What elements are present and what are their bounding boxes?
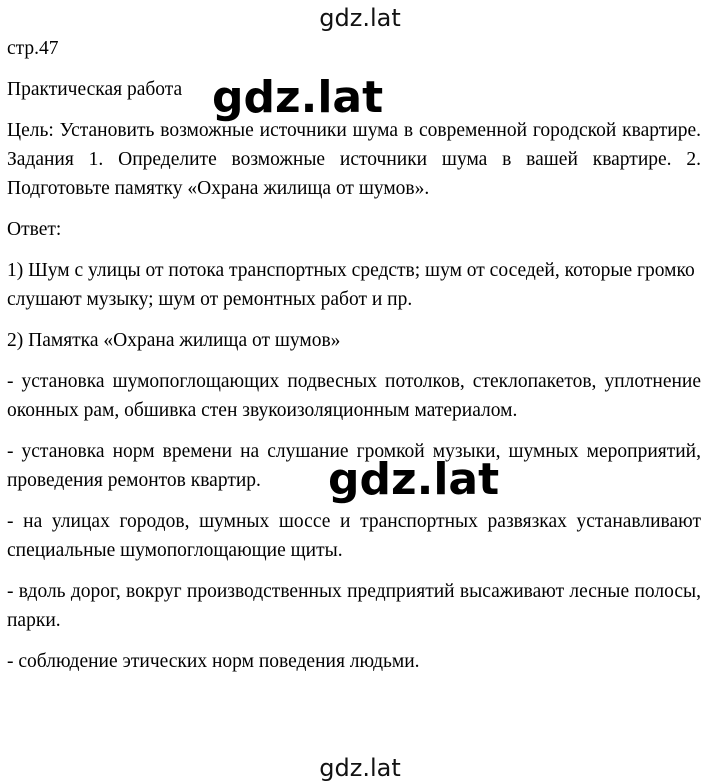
answer-part-2-heading: 2) Памятка «Охрана жилища от шумов» <box>7 330 341 351</box>
watermark-overlay: gdz.lat <box>212 72 384 123</box>
answer-label: Ответ: <box>7 219 62 240</box>
document-body <box>7 34 701 688</box>
memo-item: - установка норм времени на слушание громкой музыки, шумных мероприятий, проведения ремонтов квартир. <box>7 441 701 491</box>
watermark-top: gdz.lat <box>319 4 401 32</box>
page-reference: стр.47 <box>7 38 59 59</box>
memo-item: - вдоль дорог, вокруг производственных предприятий высаживают лесные полосы, парки. <box>7 581 701 631</box>
memo-item: - соблюдение этических норм поведения людьми. <box>7 651 420 672</box>
task-description: Цель: Установить возможные источники шума в современной городской квартире. Задания 1. Определите возможные источники шума в вашей квартире. 2. Подготовьте памятку «Охрана жилища от шумов». <box>7 120 701 199</box>
watermark-bottom: gdz.lat <box>319 754 401 782</box>
memo-item: - на улицах городов, шумных шоссе и транспортных развязках устанавливают специальные шумопоглощающие щиты. <box>7 511 701 561</box>
answer-part-1: 1) Шум с улицы от потока транспортных средств; шум от соседей, которые громко слушают музыку; шум от ремонтных работ и пр. <box>7 260 695 310</box>
watermark-overlay: gdz.lat <box>328 454 500 505</box>
memo-item: - установка шумопоглощающих подвесных потолков, стеклопакетов, уплотнение оконных рам, обшивка стен звукоизоляционным материалом. <box>7 371 701 421</box>
work-title: Практическая работа <box>7 79 183 100</box>
